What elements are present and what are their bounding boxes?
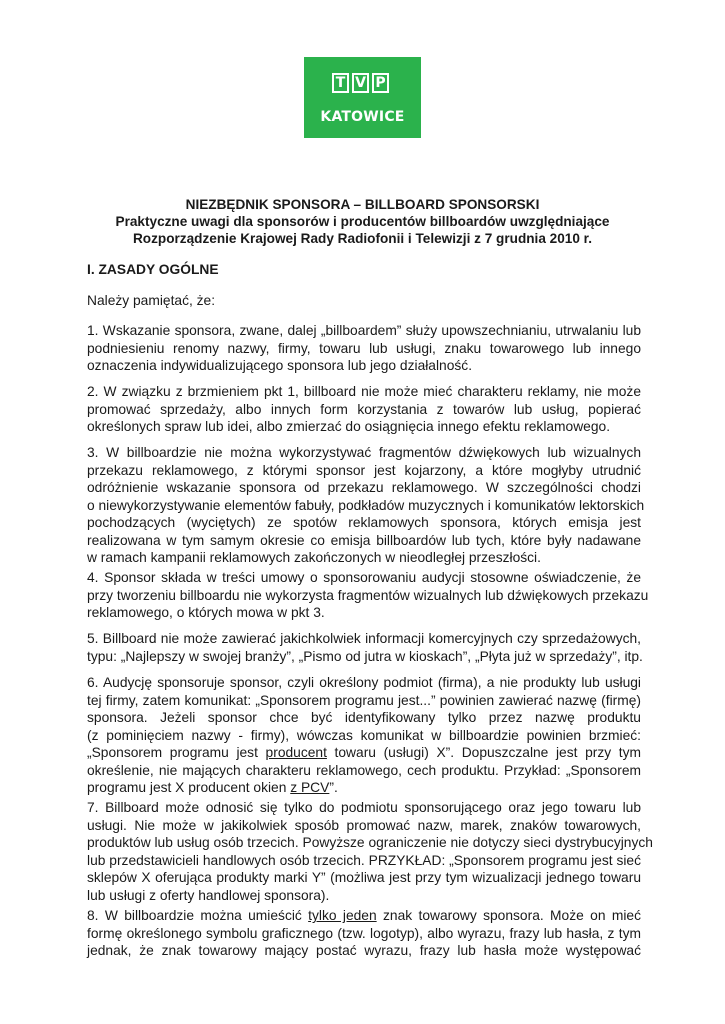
paragraph-8 (87, 907, 641, 960)
paragraph-line: 2. W związku z brzmieniem pkt 1, billboard nie może mieć charakteru reklamy, nie może (87, 384, 641, 399)
text-run: znak towarowy sponsora. Może on mieć (376, 908, 641, 923)
paragraph-line: promować sprzedaży, albo innych form korzystania z towarów lub usług, popierać (87, 401, 641, 417)
paragraph-line: sponsora. Jeżeli sponsor chce być identyfikowany tylko przez nazwę produktu (87, 710, 641, 725)
section-heading: I. ZASADY OGÓLNE (87, 262, 219, 277)
paragraph-line: oznaczenia indywidualizującego sponsora lub jego działalność. (87, 358, 473, 373)
tvp-letters (332, 73, 389, 93)
paragraph-line: przekazu reklamowego, z którymi sponsor jest kojarzony, a które mogłyby utrudnić (87, 462, 641, 478)
paragraph-line: tej firmy, zatem komunikat: „Sponsorem programu jest...” powinien zawierać nazwę (firmę) (87, 692, 641, 708)
intro-text: Należy pamiętać, że: (87, 293, 216, 308)
text-run: programu jest X producent okien (87, 780, 291, 795)
paragraph-5 (87, 630, 641, 665)
title-line-1: NIEZBĘDNIK SPONSORA – BILLBOARD SPONSORSKI (185, 197, 540, 212)
paragraph-4 (87, 569, 649, 622)
paragraph-line: w ramach kampanii reklamowych zakończonych w nieodległej przeszłości. (87, 550, 541, 565)
paragraph-line: produktów lub usług osób trzecich. Powyższe ograniczenie nie dotyczy sieci dystrybucyjnych (87, 835, 653, 850)
text-run: „Sponsorem programu jest (87, 745, 266, 760)
paragraph-7 (87, 799, 653, 904)
paragraph-line (87, 779, 641, 797)
paragraph-line: 1. Wskazanie sponsora, zwane, dalej „billboardem” służy upowszechnianiu, utrwalaniu lub (87, 323, 641, 338)
paragraph-line: przy tworzeniu billboardu nie wykorzysta fragmentów wizualnych lub dźwiękowych przekazu (87, 587, 649, 603)
paragraph-line: (z pominięciem nazwy - firmy), wówczas komunikat w billboardzie powinien brzmieć: (87, 727, 641, 743)
paragraph-line: usługi. Nie może w jakikolwiek sposób promować nazw, marek, znaków towarowych, (87, 817, 641, 833)
paragraph-line: jednak, że znak towarowy mający postać wyrazu, frazy lub hasła może występować (87, 943, 641, 958)
paragraph-line: realizowana w tym samym okresie co emisja billboardów lub tych, które były nadawane (87, 532, 641, 548)
paragraph-line (87, 907, 641, 925)
paragraph-line: 3. W billboardzie nie można wykorzystywać fragmentów dźwiękowych lub wizualnych (87, 445, 641, 460)
underlined-text: z PCV (290, 780, 330, 795)
paragraph-6 (87, 674, 641, 797)
paragraph-line: odróżnienie wskazanie sponsora od przekazu reklamowego. W szczególności chodzi (87, 480, 641, 495)
paragraph-1 (87, 322, 641, 375)
document-title (60, 196, 665, 247)
text-run: 8. W billboardzie można umieścić (87, 908, 309, 923)
tvp-katowice-logo (304, 57, 421, 138)
paragraph-line: podniesieniu renomy nazwy, firmy, towaru lub usługi, znaku towarowego lub innego (87, 340, 641, 356)
paragraph-line (87, 744, 641, 762)
title-line-2: Praktyczne uwagi dla sponsorów i producentów billboardów uwzględniające (115, 214, 610, 229)
paragraph-line: określonych spraw lub idei, albo zmierzać do osiągnięcia innego efektu reklamowego. (87, 419, 611, 434)
paragraph-line: formę określonego symbolu graficznego (tzw. logotyp), albo wyrazu, frazy lub hasła, z tym (87, 925, 641, 941)
paragraph-2 (87, 383, 641, 436)
paragraph-line: o niewykorzystywanie elementów fabuły, podkładów muzycznych i komunikatów lektorskich (87, 497, 645, 513)
paragraph-line: sklepów X oferująca produkty marki Y” (możliwa jest przy tym wizualizacji jednego towaru (87, 870, 641, 885)
text-run: ”. (329, 780, 338, 795)
paragraph-line: typu: „Najlepszy w swojej branży”, „Pismo od jutra w kioskach”, „Płyta już w sprzedaży”, itp. (87, 648, 643, 664)
logo-letter-t: T (332, 73, 349, 93)
paragraph-line: reklamowego, o których mowa w pkt 3. (87, 605, 325, 620)
logo-city: KATOWICE (320, 109, 405, 125)
paragraph-line: 5. Billboard nie może zawierać jakichkolwiek informacji komercyjnych czy sprzedażowych, (87, 631, 641, 646)
paragraph-line: 4. Sponsor składa w treści umowy o sponsorowaniu audycji stosowne oświadczenie, że (87, 570, 641, 585)
paragraph-line: lub usługi z oferty handlowej sponsora). (87, 887, 330, 903)
paragraph-line: określenie, nie mających charakteru reklamowego, cech produktu. Przykład: „Sponsorem (87, 762, 641, 778)
paragraph-line: pochodzących (wyciętych) ze spotów reklamowych sponsora, których emisja jest (87, 515, 641, 530)
underlined-text: producent (265, 745, 327, 760)
paragraph-line: 6. Audycję sponsoruje sponsor, czyli określony podmiot (firma), a nie produkty lub usługi (87, 675, 641, 690)
paragraph-line: 7. Billboard może odnosić się tylko do podmiotu sponsorującego oraz jego towaru lub (87, 800, 641, 815)
underlined-text: tylko jeden (308, 908, 377, 923)
paragraph-line: lub przedstawicieli handlowych osób trzecich. PRZYKŁAD: „Sponsorem programu jest sieć (87, 852, 641, 868)
text-run: towaru (usługi) X”. Dopuszczalne jest przy tym (326, 745, 641, 760)
logo-letter-p: P (372, 73, 389, 93)
paragraph-3 (87, 444, 645, 567)
title-line-3: Rozporządzenie Krajowej Rady Radiofonii i Telewizji z 7 grudnia 2010 r. (132, 231, 592, 246)
logo-letter-v: V (352, 73, 369, 93)
